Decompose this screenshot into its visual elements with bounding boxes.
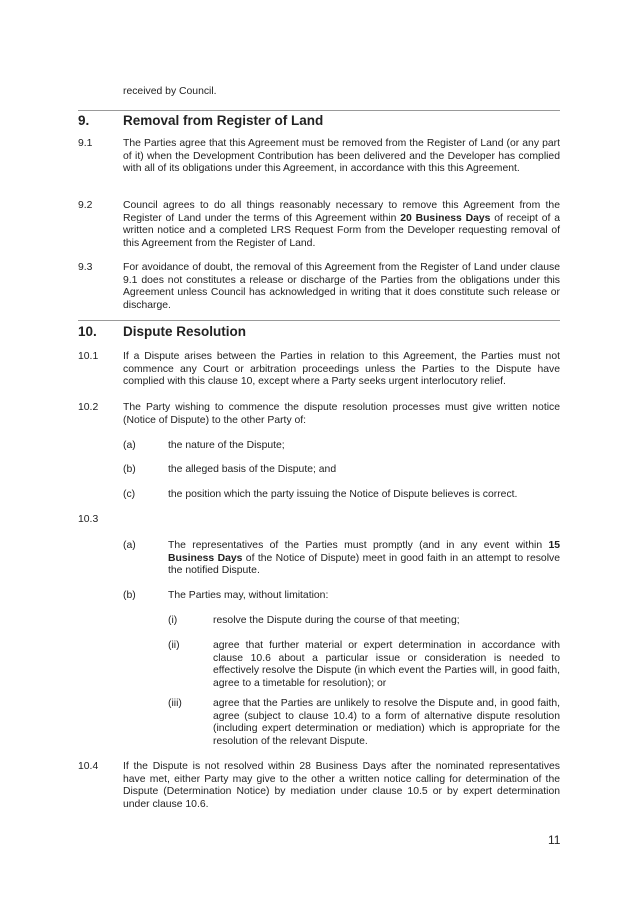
subitem-text: agree that the Parties are unlikely to resolve the Dispute and, in good faith, agree (subject to clause 10.4) to a form of alternative dispute resolution (including expert determination or mediation) which is appropriate for the resolution of the relevant Dispute. <box>213 698 560 747</box>
clause-text: Council agrees to do all things reasonably necessary to remove this Agreement from the Register of Land under the terms of this Agreement within 20 Business Days of receipt of a written notice and a completed LRS Request Form from the Developer requesting removal of this Agreement from the Register of Land. <box>123 200 560 249</box>
subitem-text: agree that further material or expert determination in accordance with clause 10.6 about a particular issue or consideration is needed to effectively resolve the Dispute (in which event the Parties will, in good faith, agree to a timetable for resolution); or <box>213 640 560 689</box>
section-divider <box>78 320 560 321</box>
clause-number: 10.2 <box>78 402 99 413</box>
section-heading: Removal from Register of Land <box>123 113 324 128</box>
item-text: the alleged basis of the Dispute; and <box>168 464 337 475</box>
subitem-number: (i) <box>168 615 178 626</box>
paragraph-continuation: received by Council. <box>123 86 217 97</box>
section-divider <box>78 110 560 111</box>
item-text: the position which the party issuing the Notice of Dispute believes is correct. <box>168 489 518 500</box>
clause-number: 10.1 <box>78 351 99 362</box>
item-number: (b) <box>123 590 136 601</box>
item-text: The representatives of the Parties must promptly (and in any event within 15 Business Days of the Notice of Dispute) meet in good faith in an attempt to resolve the notified Dispute. <box>168 540 560 577</box>
clause-text: The Parties agree that this Agreement must be removed from the Register of Land (or any part of it) when the Development Contribution has been delivered and the Developer has complied with all of its obligations under this Agreement, in accordance with this this Agreement. <box>123 138 560 175</box>
bold-term: 15 Business Days <box>168 540 560 564</box>
clause-text: If a Dispute arises between the Parties in relation to this Agreement, the Parties must not commence any Court or arbitration proceedings unless the Parties to the Dispute have complied with this clause 10, except where a Party seeks urgent interlocutory relief. <box>123 351 560 388</box>
item-number: (a) <box>123 540 136 551</box>
clause-number: 10.3 <box>78 514 99 525</box>
clause-text: If the Dispute is not resolved within 28 Business Days after the nominated representatives have met, either Party may give to the other a written notice calling for determination of the Dispute (Determination Notice) by mediation under clause 10.5 or by expert determination under clause 10.6. <box>123 761 560 810</box>
clause-text: For avoidance of doubt, the removal of this Agreement from the Register of Land under clause 9.1 does not constitutes a release or discharge of the Parties from the obligations under this Agreement unless Council has acknowledged in writing that it does constitute such release or discharge. <box>123 262 560 311</box>
page-number: 11 <box>548 833 561 847</box>
item-text: The Parties may, without limitation: <box>168 590 329 601</box>
clause-number: 9.2 <box>78 200 93 211</box>
subitem-number: (iii) <box>168 698 182 709</box>
clause-number: 9.1 <box>78 138 93 149</box>
clause-number: 10.4 <box>78 761 99 772</box>
subitem-text: resolve the Dispute during the course of that meeting; <box>213 615 460 626</box>
section-number: 10. <box>78 324 97 339</box>
item-text: the nature of the Dispute; <box>168 440 285 451</box>
clause-text: The Party wishing to commence the dispute resolution processes must give written notice (Notice of Dispute) to the other Party of: <box>123 402 560 426</box>
subitem-number: (ii) <box>168 640 180 651</box>
clause-number: 9.3 <box>78 262 93 273</box>
item-number: (b) <box>123 464 136 475</box>
bold-term: 20 Business Days <box>400 212 491 224</box>
section-number: 9. <box>78 113 90 128</box>
item-number: (a) <box>123 440 136 451</box>
item-number: (c) <box>123 489 136 500</box>
section-heading: Dispute Resolution <box>123 324 247 339</box>
